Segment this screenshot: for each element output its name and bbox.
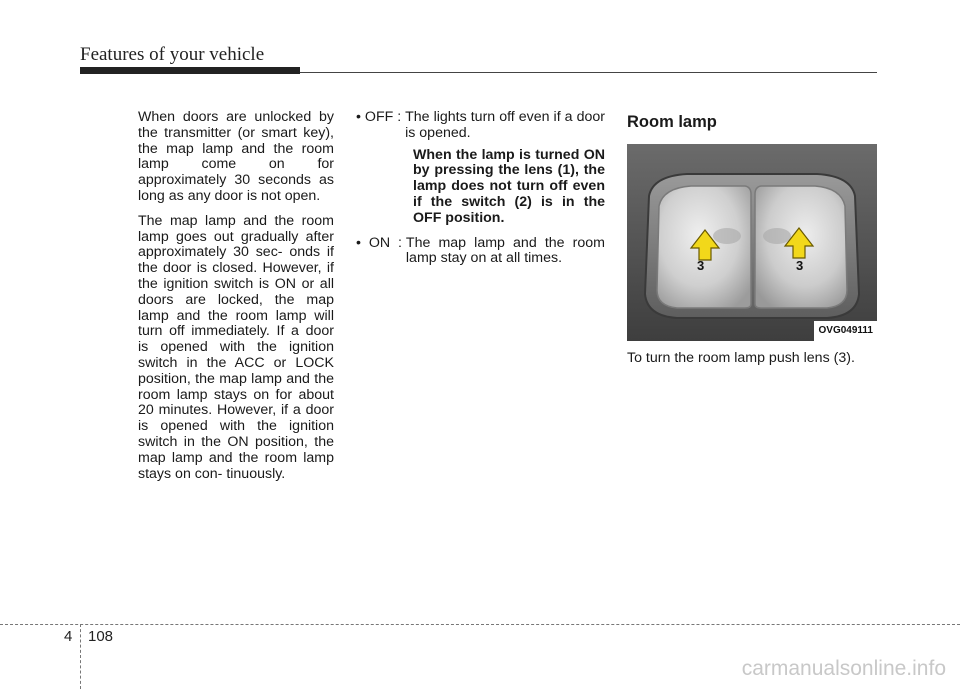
footer-rule [0,624,960,625]
bullet-off-term: • OFF : [356,109,406,125]
bullet-off-note: When the lamp is turned ON by pressing the lens (1), the lamp does not turn off even if the switch (2) is in the OFF position. [413,146,605,226]
lens-label-left: 3 [697,258,705,273]
bullet-on-term: • ON : [356,234,406,251]
bullet-off-desc: The lights turn off even if a door is opened. [405,109,605,141]
bullet-on-desc: The map lamp and the room lamp stay on at all times. [405,234,605,267]
paragraph-fade-out: The map lamp and the room lamp goes out gradually after approximately 30 sec- onds if the door is closed. However, if the ignition switch is ON or all doors are locked, the map lamp and the room lamp will turn off immediately. If a door is opened with the ignition switch in the ACC or LOCK position, the map lamp and the room lamp stays on for about 20 minutes. However, if a door is opened with the ignition switch in the ON position, the map lamp and the room lamp stays on con- tinuously. [138,212,334,482]
paragraph-unlock: When doors are unlocked by the transmitter (or smart key), the map lamp and the room lamp come on for approximately 30 seconds as long as any door is not open. [138,109,334,204]
page-number: 108 [88,628,114,645]
section-heading-room-lamp: Room lamp [627,113,717,131]
lens-label-right: 3 [796,258,804,273]
column-3 [627,110,879,367]
watermark: carmanualsonline.info [741,657,946,680]
room-lamp-figure [627,144,877,341]
column-1 [138,110,334,491]
column-2 [356,110,605,267]
bullet-on [356,236,605,268]
header-bar [80,67,300,74]
bullet-off [356,110,605,142]
figure-caption: To turn the room lamp push lens (3). [627,350,855,366]
room-lamp-illustration [627,144,877,341]
chapter-number: 4 [64,628,73,645]
footer-divider [80,624,81,689]
header-title: Features of your vehicle [80,44,265,65]
header-rule [300,72,877,73]
figure-code: OVG049111 [814,321,878,341]
